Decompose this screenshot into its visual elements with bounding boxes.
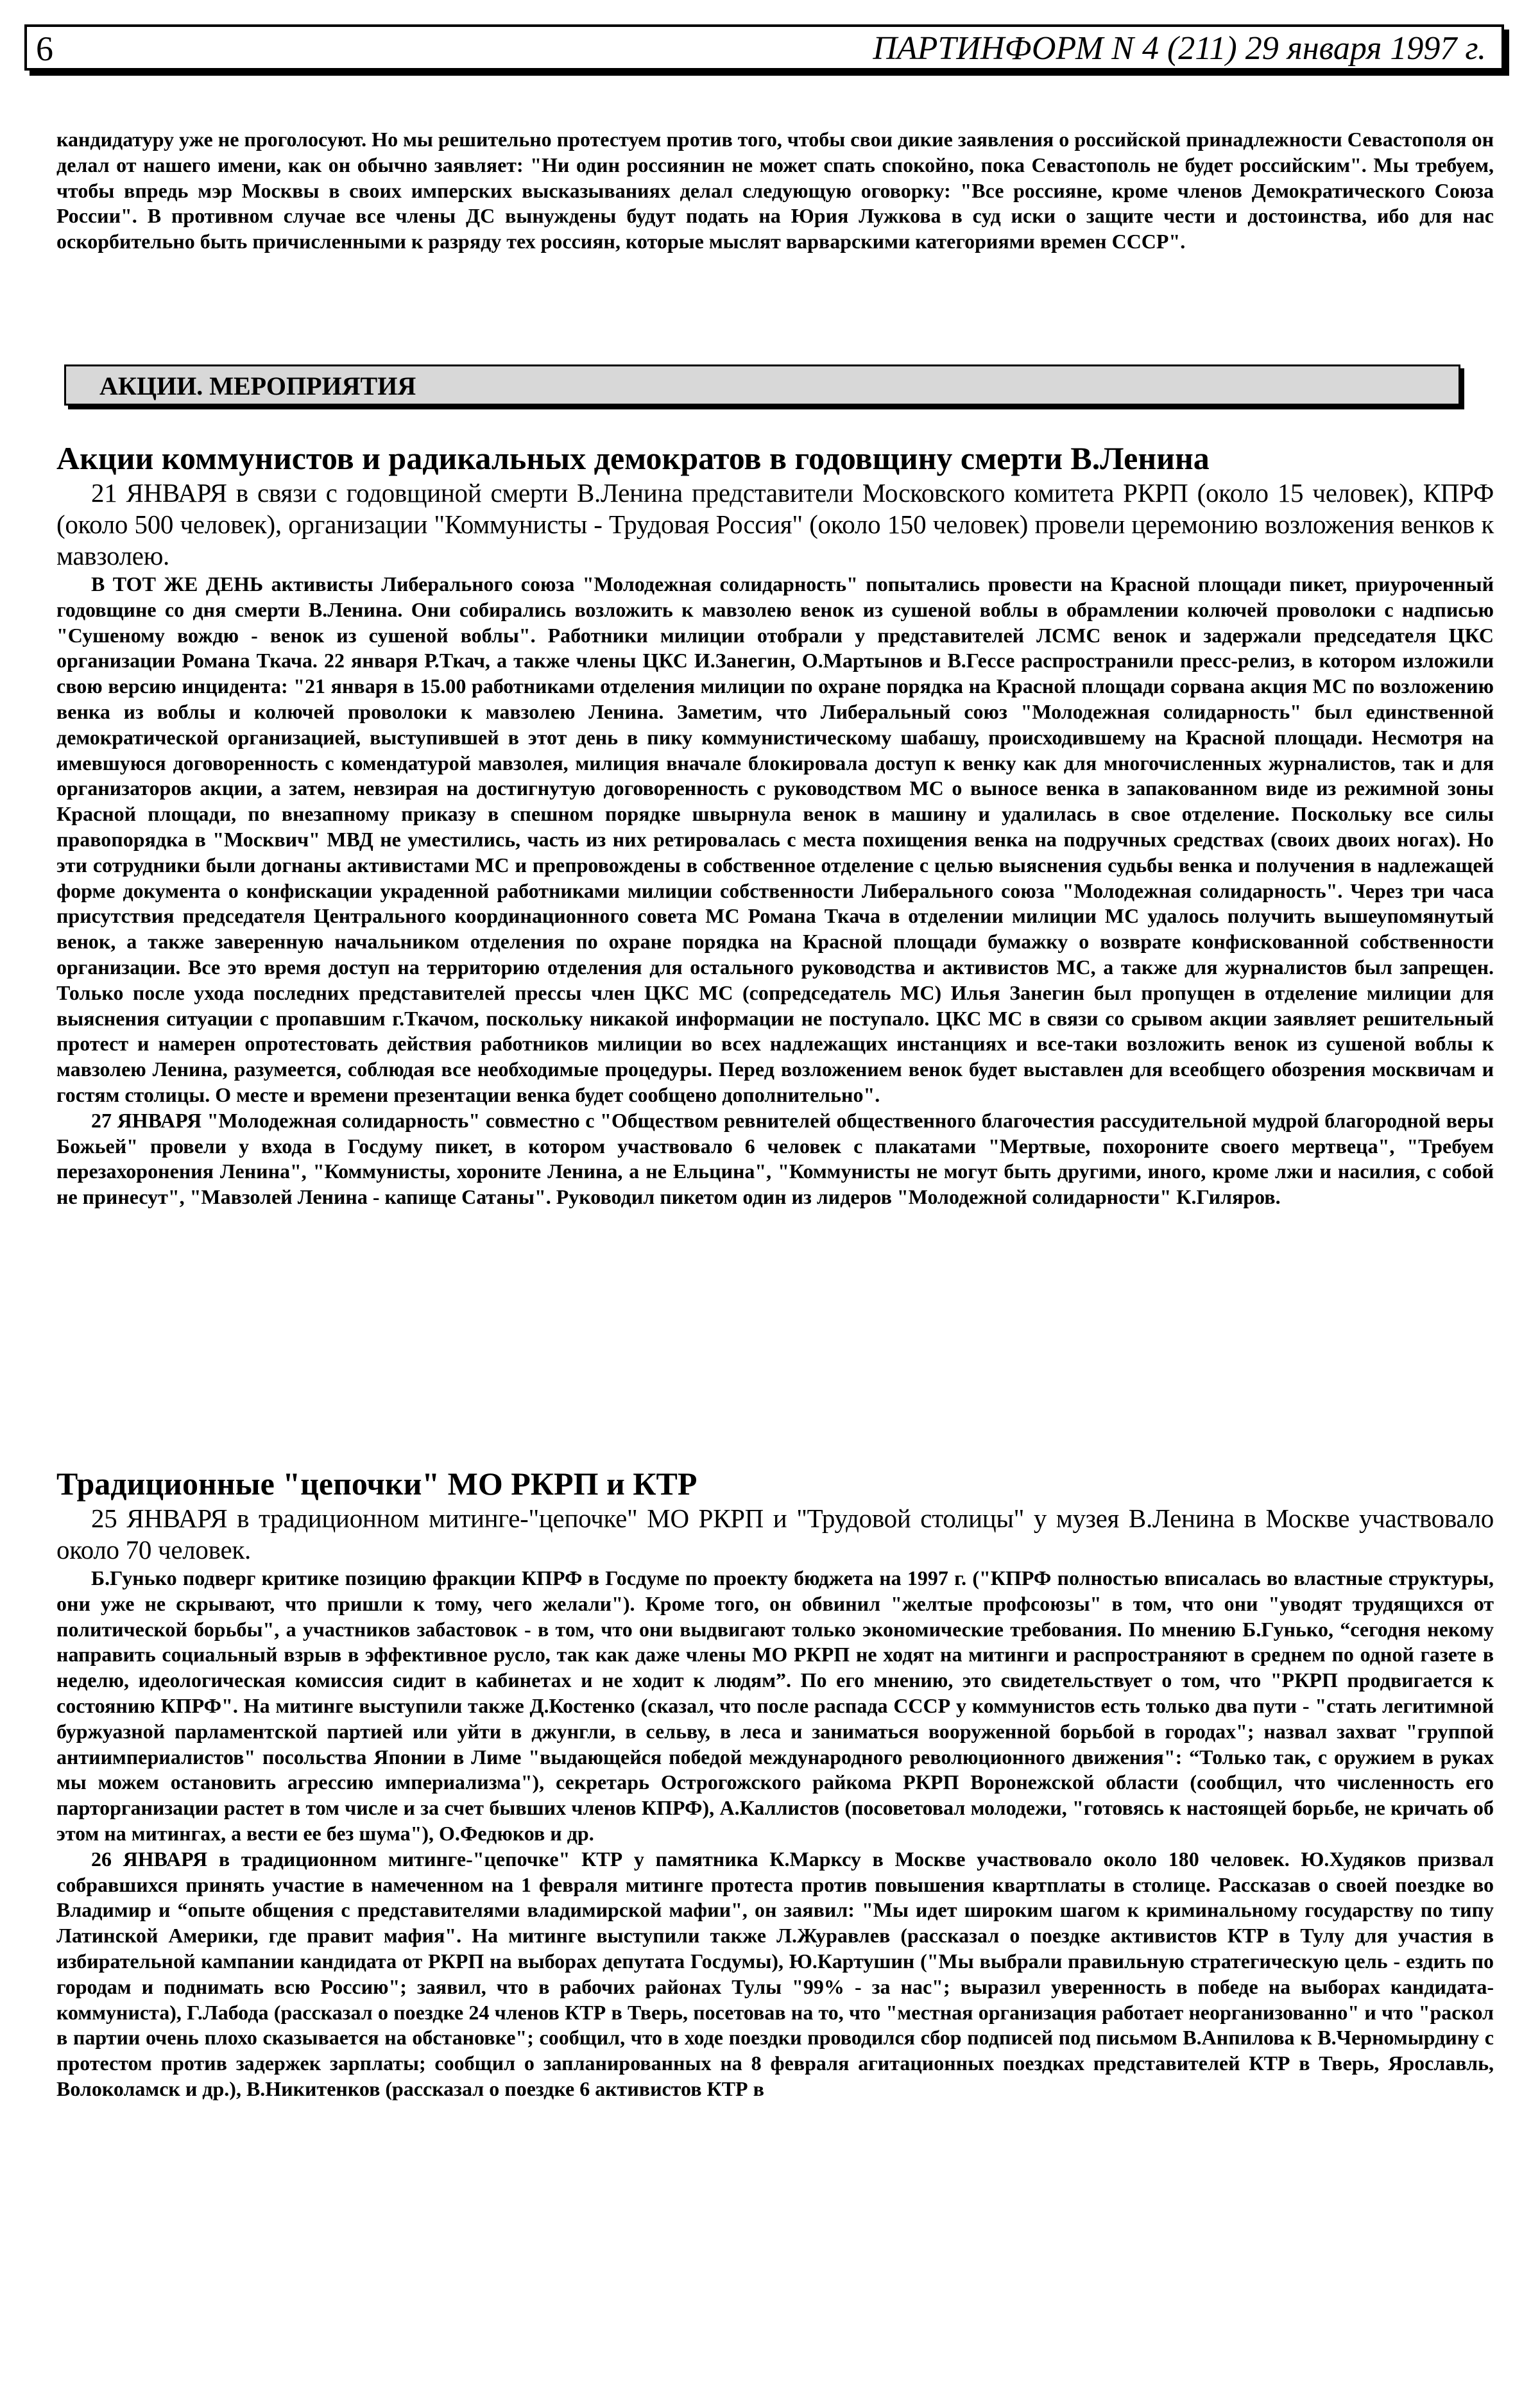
article-paragraph: 26 ЯНВАРЯ в традиционном митинге-"цепочке" КТР у памятника К.Марксу в Москве участвовало около 180 человек. Ю.Худяков призвал собравшихся принять участие в намеченном на 1 февраля митинге протеста против повышения квартплаты в столице. Рассказав о своей поездке во Владимир и “опыте общения с представителями владимирской мафии", он заявил: "Мы идет широким шагом к криминальному государству по типу Латинской Америки, где правит мафия". На митинге выступили также Л.Журавлев (рассказал о поездке активистов КТР в Тулу для участия в избирательной кампании кандидата от РКРП на выборах депутата Госдумы), Ю.Картушин ("Мы выбрали правильную стратегическую цель - ездить по городам и поднимать всю Россию"; заявил, что в рабочих районах Тулы "99% - за нас"; выразил уверенность в победе на выборах кандидата-коммуниста), Г.Лабода (рассказал о поездке 24 членов КТР в Тверь, посетовав на то, что "местная организация работает неорганизованно" и что "раскол в партии очень плохо сказывается на обстановке"; сообщил, что в ходе поездки проводился сбор подписей под письмом В.Анпилова к В.Черномырдину с протестом против задержек зарплаты; сообщил о запланированных на 8 февраля агитационных поездках представителей КТР в Тверь, Ярославль, Волоколамск и др.), В.Никитенков (рассказал о поездке 6 активистов КТР в [56, 1847, 1494, 2100]
page-header [24, 24, 1504, 71]
article-paragraph: 27 ЯНВАРЯ "Молодежная солидарность" совместно с "Обществом ревнителей общественного благочестия рассудительной мудрой благородной веры Божьей" провели у входа в Госдуму пикет, в котором участвовало 6 человек с плакатами "Мертвые, похороните своего мертвеца", "Требуем перезахоронения Ленина", "Коммунисты, хороните Ленина, а не Ельцина", "Коммунисты не могут быть другими, иного, кроме лжи и насилия, с собой не принесут", "Мавзолей Ленина - капище Сатаны". Руководил пикетом один из лидеров "Молодежной солидарности" К.Гиляров. [56, 1108, 1494, 1209]
article-paragraph: В ТОТ ЖЕ ДЕНЬ активисты Либерального союза "Молодежная солидарность" попытались провести на Красной площади пикет, приуроченный годовщине со дня смерти В.Ленина. Они собирались возложить к мавзолею венок из сушеной воблы в обрамлении колючей проволоки с надписью "Сушеному вождю - венок из сушеной воблы". Работники милиции отобрали у представителей ЛСМС венок и задержали председателя ЦКС организации Романа Ткача. 22 января Р.Ткач, а также члены ЦКС И.Занегин, О.Мартынов и В.Гессе распространили пресс-релиз, в котором изложили свою версию инцидента: "21 января в 15.00 работниками отделения милиции по охране порядка на Красной площади сорвана акция МС по возложению венка из воблы и колючей проволоки к мавзолею Ленина. Заметим, что Либеральный союз "Молодежная солидарность" был единственной демократической организацией, выступившей в этот день в пику коммунистическому шабашу, происходившему на Красной площади. Несмотря на имевшуюся договоренность с комендатурой мавзолея, милиция вначале блокировала доступ к венку как для многочисленных журналистов, так и для организаторов акции, а затем, невзирая на достигнутую договоренность с руководством МС о выносе венка в запакованном виде из режимной зоны Красной площади, по внезапному приказу в спешном порядке швырнула венок в машину и удалилась в свое отделение. Поскольку все силы правопорядка в "Москвич" МВД не уместились, часть из них ретировалась с места похищения венка на подручных средствах (своих двоих ногах). Но эти сотрудники были догнаны активистами МС и препровождены в собственное отделение с целью выяснения судьбы венка и получения в надлежащей форме документа о конфискации украденной работниками милиции собственности Либерального союза "Молодежная солидарность". Через три часа присутствия председателя Центрального координационного совета МС Романа Ткача в отделении милиции МС удалось получить вышеупомянутый венок, а также заверенную начальником отделения по охране порядка на Красной площади бумажку о возврате конфискованной собственности организации. Все это время доступ на территорию отделения для остального руководства и активистов МС, а также для журналистов был запрещен. Только после ухода последних представителей прессы член ЦКС МС (сопредседатель МС) Илья Занегин был пропущен в отделение милиции для выяснения ситуации с пропавшим г.Ткачом, поскольку никакой информации не поступало. ЦКС МС в связи со срывом акции заявляет решительный протест и намерен опротестовать действия работников милиции во всех надлежащих инстанциях и все-таки возложить венок из сушеной воблы к мавзолею Ленина, разумеется, соблюдая все необходимые процедуры. Перед возложением венок будет выставлен для всеобщего обозрения москвичам и гостям столицы. О месте и времени презентации венка будет сообщено дополнительно". [56, 572, 1494, 1106]
article-paragraph: Б.Гунько подверг критике позицию фракции КПРФ в Госдуме по проекту бюджета на 1997 г. ("КПРФ полностью вписалась во властные структуры, они уже не скрывают, что пришли к тому, чего желали"). Кроме того, он обвинил "желтые профсоюзы" в том, что они "уводят трудящихся от политической борьбы", а участников забастовок - в том, что они выдвигают только экономические требования. По мнению Б.Гунько, “сегодня некому направить социальный взрыв в эффективное русло, так как даже члены МО РКРП не ходят на митинги и распространяют в среднем по одной газете в неделю, идеологическая комиссия сидит в кабинетах и не ходит к людям”. По его мнению, это свидетельствует о том, что "РКРП продвигается к состоянию КПРФ". На митинге выступили также Д.Костенко (сказал, что после распада СССР у коммунистов есть только два пути - "стать легитимной буржуазной парламентской партией или уйти в джунгли, в сельву, в леса и заниматься вооруженной борьбой в городах"; назвал захват "группой антиимпериалистов" посольства Японии в Лиме "выдающейся победой международного революционного движения": “Только так, с оружием в руках мы можем остановить агрессию империализма"), секретарь Острогожского райкома РКРП Воронежской области (сообщил, что численность его парторганизации растет в том числе и за счет бывших членов КПРФ), А.Каллистов (посоветовал молодежи, "готовясь к настоящей борьбе, не кричать об этом на митингах, а вести ее без шума"), О.Федюков и др. [56, 1566, 1494, 1845]
publication-title: ПАРТИНФОРМ N 4 (211) 29 января 1997 г. [873, 30, 1486, 67]
article-lead: 25 ЯНВАРЯ в традиционном митинге-"цепочке" МО РКРП и "Трудовой столицы" у музея В.Ленина в Москве участвовало около 70 человек. [56, 1504, 1494, 1564]
article-chain-rallies [56, 1464, 1494, 2102]
article-title: Акции коммунистов и радикальных демократов в годовщину смерти В.Ленина [56, 440, 1210, 476]
intro-block [56, 127, 1494, 255]
article-lenin-anniversary [56, 439, 1494, 1210]
intro-paragraph: кандидатуру уже не проголосуют. Но мы решительно протестуем против того, чтобы свои дикие заявления о российской принадлежности Севастополя он делал от нашего имени, как он обычно заявляет: "Ни один россиянин не может спать спокойно, пока Севастополь не будет российским". Мы требуем, чтобы впредь мэр Москвы в своих имперских высказываниях делал следующую оговорку: "Все россияне, кроме членов Демократического Союза России". В противном случае все члены ДС вынуждены будут подать на Юрия Лужкова в суд иски о защите чести и достоинства, ибо для нас оскорбительно быть причисленными к разряду тех россиян, которые мыслят варварскими категориями времен СССР". [56, 128, 1494, 253]
section-heading: АКЦИИ. МЕРОПРИЯТИЯ [99, 372, 416, 400]
article-lead: 21 ЯНВАРЯ в связи с годовщиной смерти В.Ленина представители Московского комитета РКРП (около 15 человек), КПРФ (около 500 человек), организации "Коммунисты - Трудовая Россия" (около 150 человек) провели церемонию возложения венков к мавзолею. [56, 478, 1494, 570]
section-heading-box [64, 364, 1460, 406]
article-title: Традиционные "цепочки" МО РКРП и КТР [56, 1466, 697, 1502]
page-number: 6 [36, 30, 53, 68]
